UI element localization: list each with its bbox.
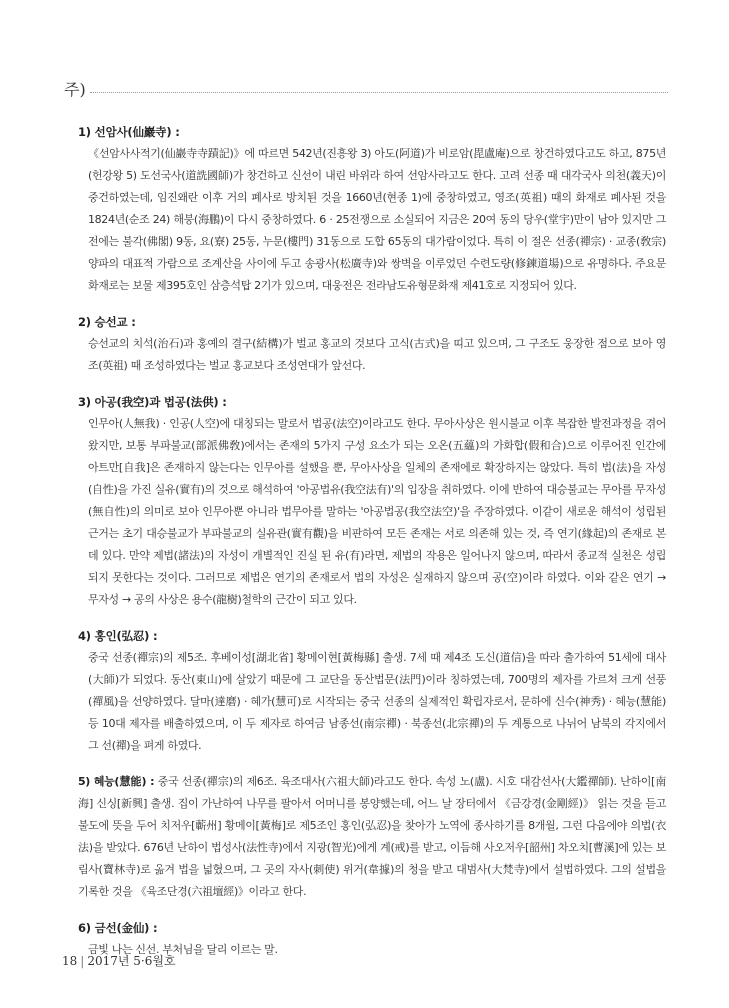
footer-separator: | (80, 954, 85, 968)
note-body-text: 중국 선종(禪宗)의 제6조. 육조대사(六祖大師)라고도 한다. 속성 노(盧). 시호 대감선사(大鑑禪師). 난하이[南海] 신싱[新興] 출생. 집이 가난하여 나무를 팔아서 어머니를 봉양했는데, 어느 날 장터에서 《금강경(金剛經)》 읽는 것을 듣고 불도에 뜻을 두어 치저우[蘄州] 황메이[黃梅]로 제5조인 홍인(弘忍)을 찾아가 노역에 종사하기를 8개월, 그런 다음에야 의법(衣法)을 받았다. 676년 난하이 법성사(法性寺)에서 지광(智光)에게 계(戒)를 받고, 이듬해 사오저우[韶州] 차오치[曹溪]에 있는 보림사(寶林寺)로 옮겨 법을 넓혔으며, 그 곳의 자사(刺使) 위거(韋據)의 청을 받고 대범사(大梵寺)에서 설법하였다. 그의 설법을 기록한 것을 《육조단경(六祖壇經)》이라고 한다. (78, 775, 666, 898)
notes-list (78, 121, 666, 975)
note-title: 4) 홍인(弘忍) : (78, 629, 158, 643)
note-2 (78, 311, 666, 377)
note-3 (78, 391, 666, 611)
note-title: 3) 아공(我空)과 법공(法供) : (78, 395, 227, 409)
note-body-inline (78, 771, 666, 903)
notes-header-label: 주) (64, 80, 86, 99)
page-footer (62, 951, 176, 971)
note-title: 1) 선암사(仙巖寺) : (78, 125, 180, 139)
notes-header (64, 78, 668, 102)
page-number: 18 (62, 954, 78, 968)
note-body: 승선교의 치석(治石)과 홍예의 결구(結構)가 벌교 홍교의 것보다 고식(古式)을 띠고 있으며, 그 구조도 웅장한 점으로 보아 영조(英祖) 때 조성하였다는 벌교 홍교보다 조성연대가 앞선다. (88, 337, 666, 372)
note-body: 인무아(人無我) · 인공(人空)에 대칭되는 말로서 법공(法空)이라고도 한다. 무아사상은 원시불교 이후 복잡한 발전과정을 겪어왔지만, 보통 부파불교(部派佛敎)에서는 존재의 5가지 구성 요소가 되는 오온(五蘊)의 가화합(假和合)으로 이루어진 인간에 아트만[自我]은 존재하지 않는다는 인무아를 설했을 뿐, 무아사상을 일체의 존재에로 확장하지는 않았다. 특히 법(法)을 자성(自性)을 가진 실유(實有)의 것으로 해석하여 '아공법유(我空法有)'의 입장을 취하였다. 이에 반하여 대승불교는 무아를 무자성(無自性)의 의미로 보아 인무아뿐 아니라 법무아를 말하는 '아공법공(我空法空)'을 주장하였다. 이같이 새로운 해석이 성립된 근거는 초기 대승불교가 부파불교의 실유관(實有觀)을 비판하여 모든 존재는 서로 의존해 있는 것, 즉 연기(緣起)의 존재로 본 데 있다. 만약 제법(諸法)의 자성이 개별적인 진실 된 유(有)라면, 제법의 작용은 일어나지 않으며, 따라서 종교적 실천은 성립되지 못한다는 것이다. 그러므로 제법은 연기의 존재로서 법의 자성은 실재하지 않으며 공(空)이라 하였다. 이와 같은 연기 → 무자성 → 공의 사상은 용수(龍樹)철학의 근간이 되고 있다. (88, 417, 666, 606)
note-5 (78, 771, 666, 903)
note-body: 중국 선종(禪宗)의 제5조. 후베이성[湖北省] 황메이현[黃梅縣] 출생. 7세 때 제4조 도신(道信)을 따라 출가하여 51세에 대사(大師)가 되었다. 동산(東山)에 살았기 때문에 그 교단을 동산법문(法門)이라 칭하였는데, 700명의 제자를 가르쳐 크게 선풍(禪風)을 선양하였다. 달마(達磨) · 혜가(慧可)로 시작되는 중국 선종의 실제적인 확립자로서, 문하에 신수(神秀) · 혜능(慧能) 등 10대 제자를 배출하였으며, 이 두 제자로 하여금 남종선(南宗禪) · 북종선(北宗禪)의 두 계통으로 나뉘어 남북의 각지에서 그 선(禪)을 펴게 하였다. (88, 651, 666, 752)
note-1 (78, 121, 666, 297)
issue-label: 2017년 5·6월호 (87, 954, 176, 968)
note-body: 금빛 나는 신선. 부처님을 달리 이르는 말. (88, 943, 278, 956)
note-body: 《선암사사적기(仙巖寺寺蹟記)》에 따르면 542년(진흥왕 3) 아도(阿道)가 비로암(毘盧庵)으로 창건하였다고도 하고, 875년(헌강왕 5) 도선국사(道詵國師)가 창건하고 신선이 내린 바위라 하여 선암사라고도 한다. 고려 선종 때 대각국사 의천(義天)이 중건하였는데, 임진왜란 이후 거의 폐사로 방치된 것을 1660년(현종 1)에 중창하였고, 영조(英祖) 때의 화재로 폐사된 것을 1824년(순조 24) 해붕(海鵬)이 다시 중창하였다. 6 · 25전쟁으로 소실되어 지금은 20여 동의 당우(堂宇)만이 남아 있지만 그전에는 불각(佛閣) 9동, 요(寮) 25동, 누문(樓門) 31동으로 도합 65동의 대가람이었다. 특히 이 절은 선종(禪宗) · 교종(敎宗) 양파의 대표적 가람으로 조계산을 사이에 두고 송광사(松廣寺)와 쌍벽을 이루었던 수련도량(修鍊道場)으로 유명하다. 주요문화재로는 보물 제395호인 삼층석탑 2기가 있으며, 대웅전은 전라남도유형문화재 제41호로 지정되어 있다. (88, 147, 666, 292)
note-title: 6) 금선(金仙) : (78, 921, 158, 935)
note-4 (78, 625, 666, 757)
dotted-rule (90, 91, 668, 93)
note-title: 2) 승선교 : (78, 315, 136, 329)
note-title: 5) 혜능(慧能) : (78, 775, 155, 788)
